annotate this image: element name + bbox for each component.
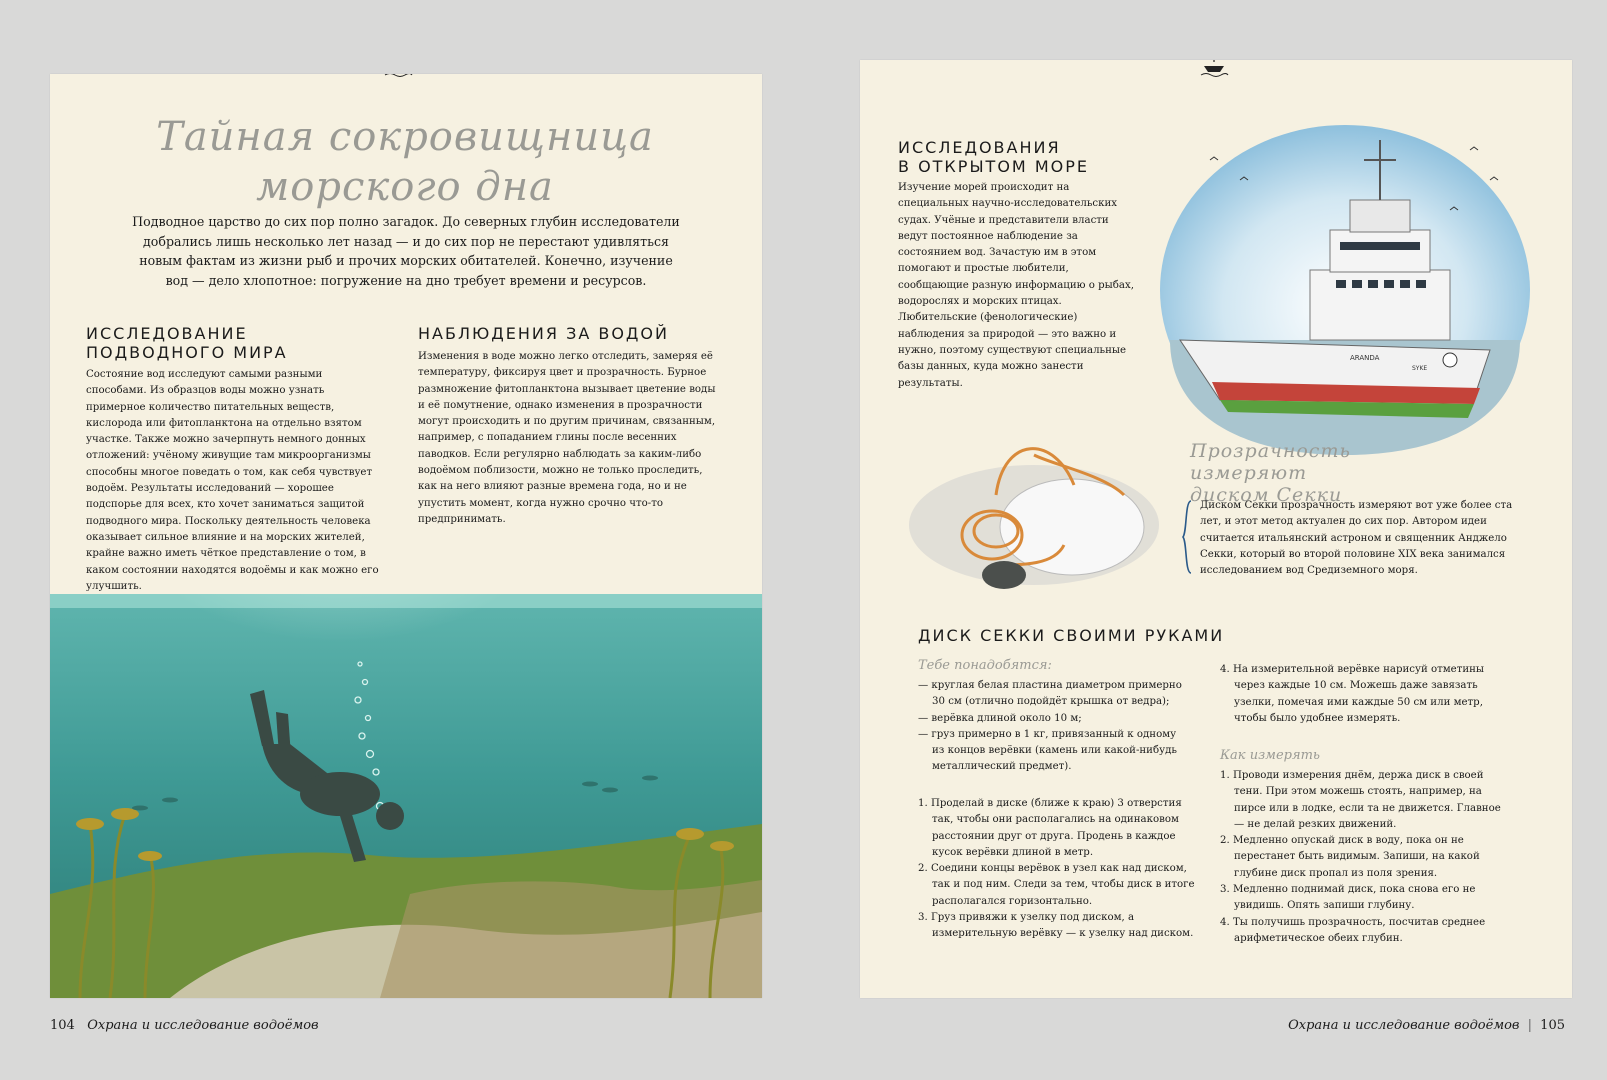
measure-step-item: 1. Проводи измерения днём, держа диск в своей тени. При этом можешь стоять, например, на пирсе или в лодке, если та не движется. Главное — не делай резких движений.	[1220, 770, 1501, 830]
secchi-title-line-1: Прозрачность измеряют	[1190, 440, 1351, 484]
step-item: 3. Груз привяжи к узелку под диском, а измерительную верёвку — к узелку над диском.	[918, 912, 1194, 940]
right-page-number: 105	[1540, 1018, 1565, 1033]
secchi-title	[1190, 440, 1470, 506]
ship-name-label: ARANDA	[1350, 354, 1380, 362]
right-page-tab	[1182, 60, 1246, 84]
page-title-line-1: Тайная сокровищница	[156, 114, 654, 160]
left-page-tab	[366, 74, 430, 84]
measure-step-item: 3. Медленно поднимай диск, пока снова его не увидишь. Опять запиши глубину.	[1220, 884, 1476, 912]
ship-emblem-icon	[1198, 60, 1230, 78]
secchi-title-line-2: диском Секки	[1190, 484, 1343, 506]
supplies-title: Тебе понадобятся:	[918, 658, 1052, 673]
underwater-research-text: Состояние вод исследуют самыми разными способами. Из образцов воды можно узнать примерное количество питательных веществ, кислорода или фитопланктона на отдельно взятом участке. Также можно зачерпнуть немного донных отложений: учёному живущие там микроорганизмы способны многое поведать о том, как себя чувствует водоём. Результаты исследований — хорошее подспорье для всех, кто хочет заниматься защитой подводного мира. Поскольку деятельность человека оказывает сильное влияние и на морских жителей, крайне важно иметь чёткое представление о том, в каком состоянии находятся водоёмы и как можно его улучшить.	[86, 369, 379, 592]
supply-item: — груз примерно в 1 кг, привязанный к одному из концов верёвки (камень или какой-нибудь металлический предмет).	[918, 728, 1177, 773]
left-page	[50, 74, 762, 998]
left-footer	[50, 1018, 319, 1033]
page-title-line-2: морского дна	[256, 164, 554, 210]
diy-secchi-heading: ДИСК СЕККИ СВОИМИ РУКАМИ	[918, 626, 1225, 645]
measure-step-item: 4. Ты получишь прозрачность, посчитав среднее арифметическое обеих глубин.	[1220, 916, 1486, 944]
how-to-measure-title: Как измерять	[1220, 748, 1320, 763]
open-sea-heading	[898, 138, 1158, 176]
water-observation-text: Изменения в воде можно легко отследить, замеряя её температуру, фиксируя цвет и прозрачность. Бурное размножение фитопланктона вызывает цветение воды и её помутнение, однако изменения в прозрачности могут происходить и по другим причинам, связанным, например, с попаданием глины после весенних паводков. Если регулярно наблюдать за каким-либо водоёмом поблизости, можно не только проследить, как на него влияют разные времена года, но и не упустить момент, когда нужно срочно что-то предпринимать.	[418, 351, 716, 525]
right-running-title: Охрана и исследование водоёмов	[1288, 1018, 1520, 1033]
right-footer	[1288, 1018, 1565, 1033]
footer-separator: |	[1527, 1018, 1533, 1033]
steps-list	[918, 796, 1196, 943]
intro-paragraph: Подводное царство до сих пор полно загадок. До северных глубин исследователи добрались лишь несколько лет назад — и до сих пор не перестают удивляться новым фактам из жизни рыб и прочих морских обитателей. Конечно, изучение вод — дело хлопотное: погружение на дно требует времени и ресурсов.	[132, 214, 680, 288]
step-item: 1. Проделай в диске (ближе к краю) 3 отверстия так, чтобы они располагались на одинаковом расстоянии друг от друга. Продень в каждое кусок верёвки длиной в метр.	[918, 798, 1182, 858]
right-page	[860, 60, 1572, 998]
ship-emblem-icon	[382, 74, 414, 78]
step-item-4	[1220, 662, 1510, 727]
supplies-list	[918, 678, 1188, 776]
underwater-research-heading-line-1: ИССЛЕДОВАНИЕ	[86, 324, 248, 343]
step-item: 2. Соедини концы верёвок в узел как над диском, так и под ним. Следи за тем, чтобы диск в итоге располагался горизонтально.	[918, 863, 1195, 907]
supply-item: — верёвка длиной около 10 м;	[918, 712, 1082, 724]
bracket-icon	[1182, 500, 1192, 574]
left-running-title: Охрана и исследование водоёмов	[87, 1018, 319, 1033]
open-sea-heading-line-2: В ОТКРЫТОМ МОРЕ	[898, 157, 1089, 176]
secchi-text: Диском Секки прозрачность измеряют вот уже более ста лет, и этот метод актуален до сих пор. Автором идеи считается итальянский астроном и священник Анджело Секки, который во второй половине XIX века занимался исследованием вод Средиземного моря.	[1200, 500, 1513, 577]
research-ship-illustration	[1150, 120, 1540, 460]
measure-step-item: 2. Медленно опускай диск в воду, пока он не перестанет быть видимым. Запиши, на какой глубине диск пропал из поля зрения.	[1220, 835, 1480, 879]
page-title	[140, 112, 670, 212]
underwater-diver-illustration	[50, 594, 762, 998]
water-observation-heading: НАБЛЮДЕНИЯ ЗА ВОДОЙ	[418, 324, 669, 343]
supply-item: — круглая белая пластина диаметром примерно 30 см (отлично подойдёт крышка от ведра);	[918, 680, 1182, 708]
open-sea-heading-line-1: ИССЛЕДОВАНИЯ	[898, 138, 1061, 157]
step-item: 4. На измерительной верёвке нарисуй отметины через каждые 10 см. Можешь даже завязать узелки, помечая ими каждые 50 см или метр, чтобы было удобнее измерять.	[1220, 664, 1485, 724]
underwater-research-heading	[86, 324, 386, 362]
underwater-research-heading-line-2: ПОДВОДНОГО МИРА	[86, 343, 288, 362]
measure-steps-list	[1220, 768, 1510, 947]
open-sea-text: Изучение морей происходит на специальных научно-исследовательских судах. Учёные и представители власти ведут постоянное наблюдение за состоянием вод. Зачастую им в этом помогают и простые любители, сообщающие разную информацию о рыбах, водорослях и морских птицах. Любительские (фенологические) наблюдения за природой — это важно и нужно, поэтому существуют специальные базы данных, куда можно занести результаты.	[898, 182, 1134, 389]
secchi-disk-illustration	[904, 415, 1164, 595]
left-page-number: 104	[50, 1018, 75, 1033]
ship-org-label: SYKE	[1412, 365, 1428, 372]
